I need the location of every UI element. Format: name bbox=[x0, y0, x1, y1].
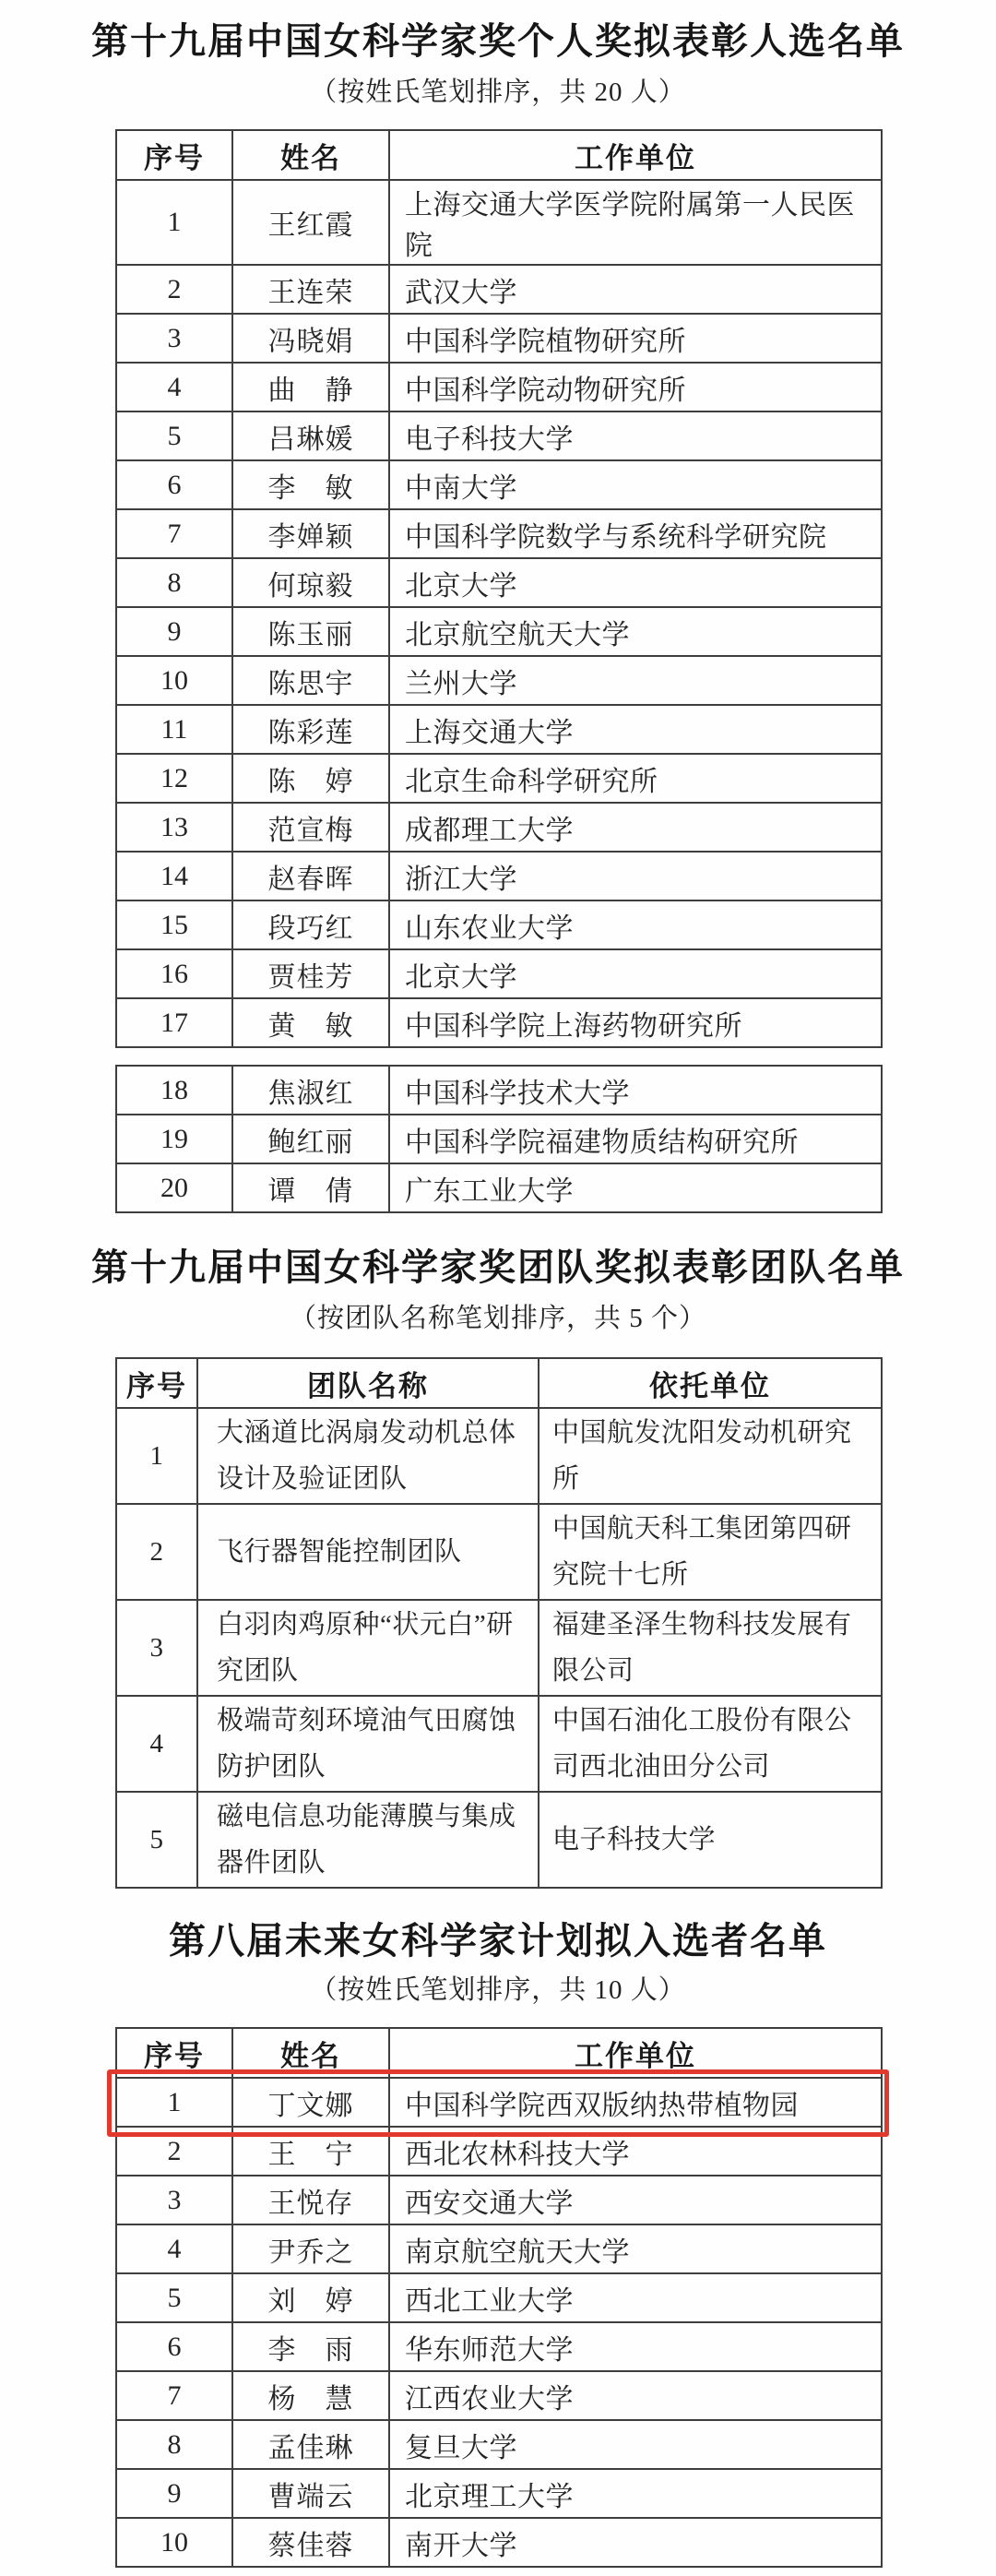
cell-index: 16 bbox=[116, 949, 232, 998]
cell-name: 李 敏 bbox=[232, 460, 389, 509]
table-row bbox=[116, 2371, 882, 2420]
table-row bbox=[116, 803, 882, 852]
table-row bbox=[116, 558, 882, 607]
cell-index: 4 bbox=[116, 1696, 197, 1792]
cell-unit: 北京航空航天大学 bbox=[389, 607, 882, 656]
cell-index: 3 bbox=[116, 1600, 197, 1696]
cell-name: 段巧红 bbox=[232, 900, 389, 949]
future-scientist-table-container bbox=[115, 2027, 881, 2568]
cell-index: 18 bbox=[116, 1066, 232, 1115]
section-individual-award bbox=[0, 18, 996, 1213]
cell-index: 7 bbox=[116, 2371, 232, 2420]
cell-name: 李婵颖 bbox=[232, 509, 389, 558]
cell-name: 陈玉丽 bbox=[232, 607, 389, 656]
team-award-subtitle: （按团队名称笔划排序，共 5 个） bbox=[289, 1304, 706, 1333]
table-row bbox=[116, 2078, 882, 2127]
cell-unit: 中国科学院福建物质结构研究所 bbox=[389, 1115, 882, 1163]
individual-award-title: 第十九届中国女科学家奖个人奖拟表彰人选名单 bbox=[91, 20, 905, 62]
table-row bbox=[116, 363, 882, 411]
table-row bbox=[116, 1600, 882, 1696]
table-row bbox=[116, 509, 882, 558]
table-row bbox=[116, 1792, 882, 1888]
cell-name: 极端苛刻环境油气田腐蚀防护团队 bbox=[197, 1696, 539, 1792]
cell-name: 刘 婷 bbox=[232, 2273, 389, 2322]
cell-unit: 中国科学院植物研究所 bbox=[389, 314, 882, 363]
table-row bbox=[116, 1408, 882, 1504]
table-row bbox=[116, 2518, 882, 2567]
cell-unit: 武汉大学 bbox=[389, 265, 882, 314]
cell-unit: 福建圣泽生物科技发展有限公司 bbox=[539, 1600, 882, 1696]
table-row bbox=[116, 180, 882, 265]
cell-unit: 华东师范大学 bbox=[389, 2322, 882, 2371]
cell-unit: 电子科技大学 bbox=[389, 411, 882, 460]
cell-unit: 江西农业大学 bbox=[389, 2371, 882, 2420]
cell-unit: 电子科技大学 bbox=[539, 1792, 882, 1888]
cell-name: 杨 慧 bbox=[232, 2371, 389, 2420]
table-row bbox=[116, 1115, 882, 1163]
cell-unit: 兰州大学 bbox=[389, 656, 882, 705]
header-row bbox=[116, 2028, 882, 2078]
cell-unit: 中国科学院数学与系统科学研究院 bbox=[389, 509, 882, 558]
cell-unit: 中国石油化工股份有限公司西北油田分公司 bbox=[539, 1696, 882, 1792]
cell-index: 2 bbox=[116, 2127, 232, 2176]
cell-unit: 广东工业大学 bbox=[389, 1163, 882, 1212]
column-header: 序号 bbox=[116, 130, 232, 180]
cell-name: 谭 倩 bbox=[232, 1163, 389, 1212]
column-header: 依托单位 bbox=[539, 1358, 882, 1408]
cell-unit: 浙江大学 bbox=[389, 852, 882, 900]
cell-index: 2 bbox=[116, 265, 232, 314]
table-row bbox=[116, 265, 882, 314]
cell-index: 5 bbox=[116, 411, 232, 460]
individual-award-table-segment-1 bbox=[115, 129, 883, 1048]
table-row bbox=[116, 2176, 882, 2224]
cell-index: 6 bbox=[116, 2322, 232, 2371]
header-row bbox=[116, 130, 882, 180]
individual-award-subtitle: （按姓氏笔划排序，共 20 人） bbox=[310, 78, 686, 107]
table-row bbox=[116, 754, 882, 803]
cell-index: 1 bbox=[116, 2078, 232, 2127]
cell-name: 陈 婷 bbox=[232, 754, 389, 803]
cell-unit: 南京航空航天大学 bbox=[389, 2224, 882, 2273]
cell-name: 王红霞 bbox=[232, 180, 389, 265]
cell-name: 焦淑红 bbox=[232, 1066, 389, 1115]
future-scientist-subtitle: （按姓氏笔划排序，共 10 人） bbox=[310, 1975, 686, 2005]
cell-name: 曹端云 bbox=[232, 2469, 389, 2518]
cell-name: 陈思宇 bbox=[232, 656, 389, 705]
cell-name: 曲 静 bbox=[232, 363, 389, 411]
cell-name: 王 宁 bbox=[232, 2127, 389, 2176]
table-row bbox=[116, 2127, 882, 2176]
cell-index: 4 bbox=[116, 363, 232, 411]
section-team-award bbox=[0, 1245, 996, 1889]
cell-index: 2 bbox=[116, 1504, 197, 1600]
cell-index: 1 bbox=[116, 1408, 197, 1504]
table-row bbox=[116, 1163, 882, 1212]
cell-unit: 山东农业大学 bbox=[389, 900, 882, 949]
table-row bbox=[116, 852, 882, 900]
table-row bbox=[116, 314, 882, 363]
table-row bbox=[116, 2224, 882, 2273]
cell-unit: 上海交通大学医学院附属第一人民医院 bbox=[389, 180, 882, 265]
cell-index: 6 bbox=[116, 460, 232, 509]
cell-unit: 西安交通大学 bbox=[389, 2176, 882, 2224]
cell-index: 3 bbox=[116, 2176, 232, 2224]
cell-name: 陈彩莲 bbox=[232, 705, 389, 754]
cell-index: 12 bbox=[116, 754, 232, 803]
table-row bbox=[116, 900, 882, 949]
cell-unit: 北京生命科学研究所 bbox=[389, 754, 882, 803]
individual-award-table-container bbox=[115, 129, 881, 1213]
table-row bbox=[116, 998, 882, 1047]
cell-index: 5 bbox=[116, 1792, 197, 1888]
table-row bbox=[116, 1504, 882, 1600]
cell-unit: 中国科学院动物研究所 bbox=[389, 363, 882, 411]
cell-index: 10 bbox=[116, 2518, 232, 2567]
cell-unit: 中国科学院上海药物研究所 bbox=[389, 998, 882, 1047]
cell-name: 赵春晖 bbox=[232, 852, 389, 900]
cell-index: 3 bbox=[116, 314, 232, 363]
column-header: 工作单位 bbox=[389, 130, 882, 180]
column-header: 序号 bbox=[116, 1358, 197, 1408]
cell-unit: 北京理工大学 bbox=[389, 2469, 882, 2518]
cell-name: 何琼毅 bbox=[232, 558, 389, 607]
cell-name: 冯晓娟 bbox=[232, 314, 389, 363]
column-header: 工作单位 bbox=[389, 2028, 882, 2078]
cell-index: 10 bbox=[116, 656, 232, 705]
section-future-scientist bbox=[0, 1918, 996, 2568]
cell-unit: 西北工业大学 bbox=[389, 2273, 882, 2322]
cell-index: 20 bbox=[116, 1163, 232, 1212]
cell-name: 孟佳琳 bbox=[232, 2420, 389, 2469]
cell-unit: 中国航发沈阳发动机研究所 bbox=[539, 1408, 882, 1504]
cell-unit: 北京大学 bbox=[389, 558, 882, 607]
column-header: 序号 bbox=[116, 2028, 232, 2078]
individual-award-table-segment-2 bbox=[115, 1065, 883, 1213]
cell-unit: 成都理工大学 bbox=[389, 803, 882, 852]
cell-name: 大涵道比涡扇发动机总体设计及验证团队 bbox=[197, 1408, 539, 1504]
cell-name: 李 雨 bbox=[232, 2322, 389, 2371]
cell-unit: 中国科学院西双版纳热带植物园 bbox=[389, 2078, 882, 2127]
cell-index: 7 bbox=[116, 509, 232, 558]
table-row bbox=[116, 1066, 882, 1115]
cell-index: 15 bbox=[116, 900, 232, 949]
team-award-table-container bbox=[115, 1357, 881, 1889]
table-row bbox=[116, 2273, 882, 2322]
cell-index: 13 bbox=[116, 803, 232, 852]
table-row bbox=[116, 607, 882, 656]
table-row bbox=[116, 656, 882, 705]
cell-index: 9 bbox=[116, 607, 232, 656]
cell-name: 丁文娜 bbox=[232, 2078, 389, 2127]
cell-unit: 北京大学 bbox=[389, 949, 882, 998]
cell-name: 黄 敏 bbox=[232, 998, 389, 1047]
column-header: 姓名 bbox=[232, 130, 389, 180]
team-award-table-segment-1 bbox=[115, 1357, 883, 1889]
future-scientist-title: 第八届未来女科学家计划拟入选者名单 bbox=[169, 1920, 827, 1962]
cell-index: 8 bbox=[116, 2420, 232, 2469]
header-row bbox=[116, 1358, 882, 1408]
cell-index: 11 bbox=[116, 705, 232, 754]
cell-index: 19 bbox=[116, 1115, 232, 1163]
cell-name: 王悦存 bbox=[232, 2176, 389, 2224]
column-header: 团队名称 bbox=[197, 1358, 539, 1408]
table-row bbox=[116, 411, 882, 460]
cell-index: 5 bbox=[116, 2273, 232, 2322]
cell-unit: 上海交通大学 bbox=[389, 705, 882, 754]
column-header: 姓名 bbox=[232, 2028, 389, 2078]
table-row bbox=[116, 705, 882, 754]
cell-index: 14 bbox=[116, 852, 232, 900]
cell-name: 飞行器智能控制团队 bbox=[197, 1504, 539, 1600]
cell-index: 4 bbox=[116, 2224, 232, 2273]
table-row bbox=[116, 2322, 882, 2371]
cell-unit: 西北农林科技大学 bbox=[389, 2127, 882, 2176]
cell-unit: 中南大学 bbox=[389, 460, 882, 509]
cell-name: 鲍红丽 bbox=[232, 1115, 389, 1163]
cell-unit: 中国航天科工集团第四研究院十七所 bbox=[539, 1504, 882, 1600]
cell-index: 8 bbox=[116, 558, 232, 607]
cell-unit: 复旦大学 bbox=[389, 2420, 882, 2469]
cell-unit: 南开大学 bbox=[389, 2518, 882, 2567]
cell-index: 9 bbox=[116, 2469, 232, 2518]
cell-index: 17 bbox=[116, 998, 232, 1047]
cell-name: 吕琳媛 bbox=[232, 411, 389, 460]
cell-index: 1 bbox=[116, 180, 232, 265]
cell-name: 尹乔之 bbox=[232, 2224, 389, 2273]
table-row bbox=[116, 949, 882, 998]
cell-name: 范宣梅 bbox=[232, 803, 389, 852]
table-row bbox=[116, 1696, 882, 1792]
table-row bbox=[116, 2469, 882, 2518]
cell-name: 蔡佳蓉 bbox=[232, 2518, 389, 2567]
table-row bbox=[116, 460, 882, 509]
cell-name: 白羽肉鸡原种“状元白”研究团队 bbox=[197, 1600, 539, 1696]
team-award-title: 第十九届中国女科学家奖团队奖拟表彰团队名单 bbox=[91, 1246, 905, 1288]
cell-unit: 中国科学技术大学 bbox=[389, 1066, 882, 1115]
table-row bbox=[116, 2420, 882, 2469]
cell-name: 王连荣 bbox=[232, 265, 389, 314]
cell-name: 磁电信息功能薄膜与集成器件团队 bbox=[197, 1792, 539, 1888]
future-scientist-table-segment-1 bbox=[115, 2027, 883, 2568]
cell-name: 贾桂芳 bbox=[232, 949, 389, 998]
